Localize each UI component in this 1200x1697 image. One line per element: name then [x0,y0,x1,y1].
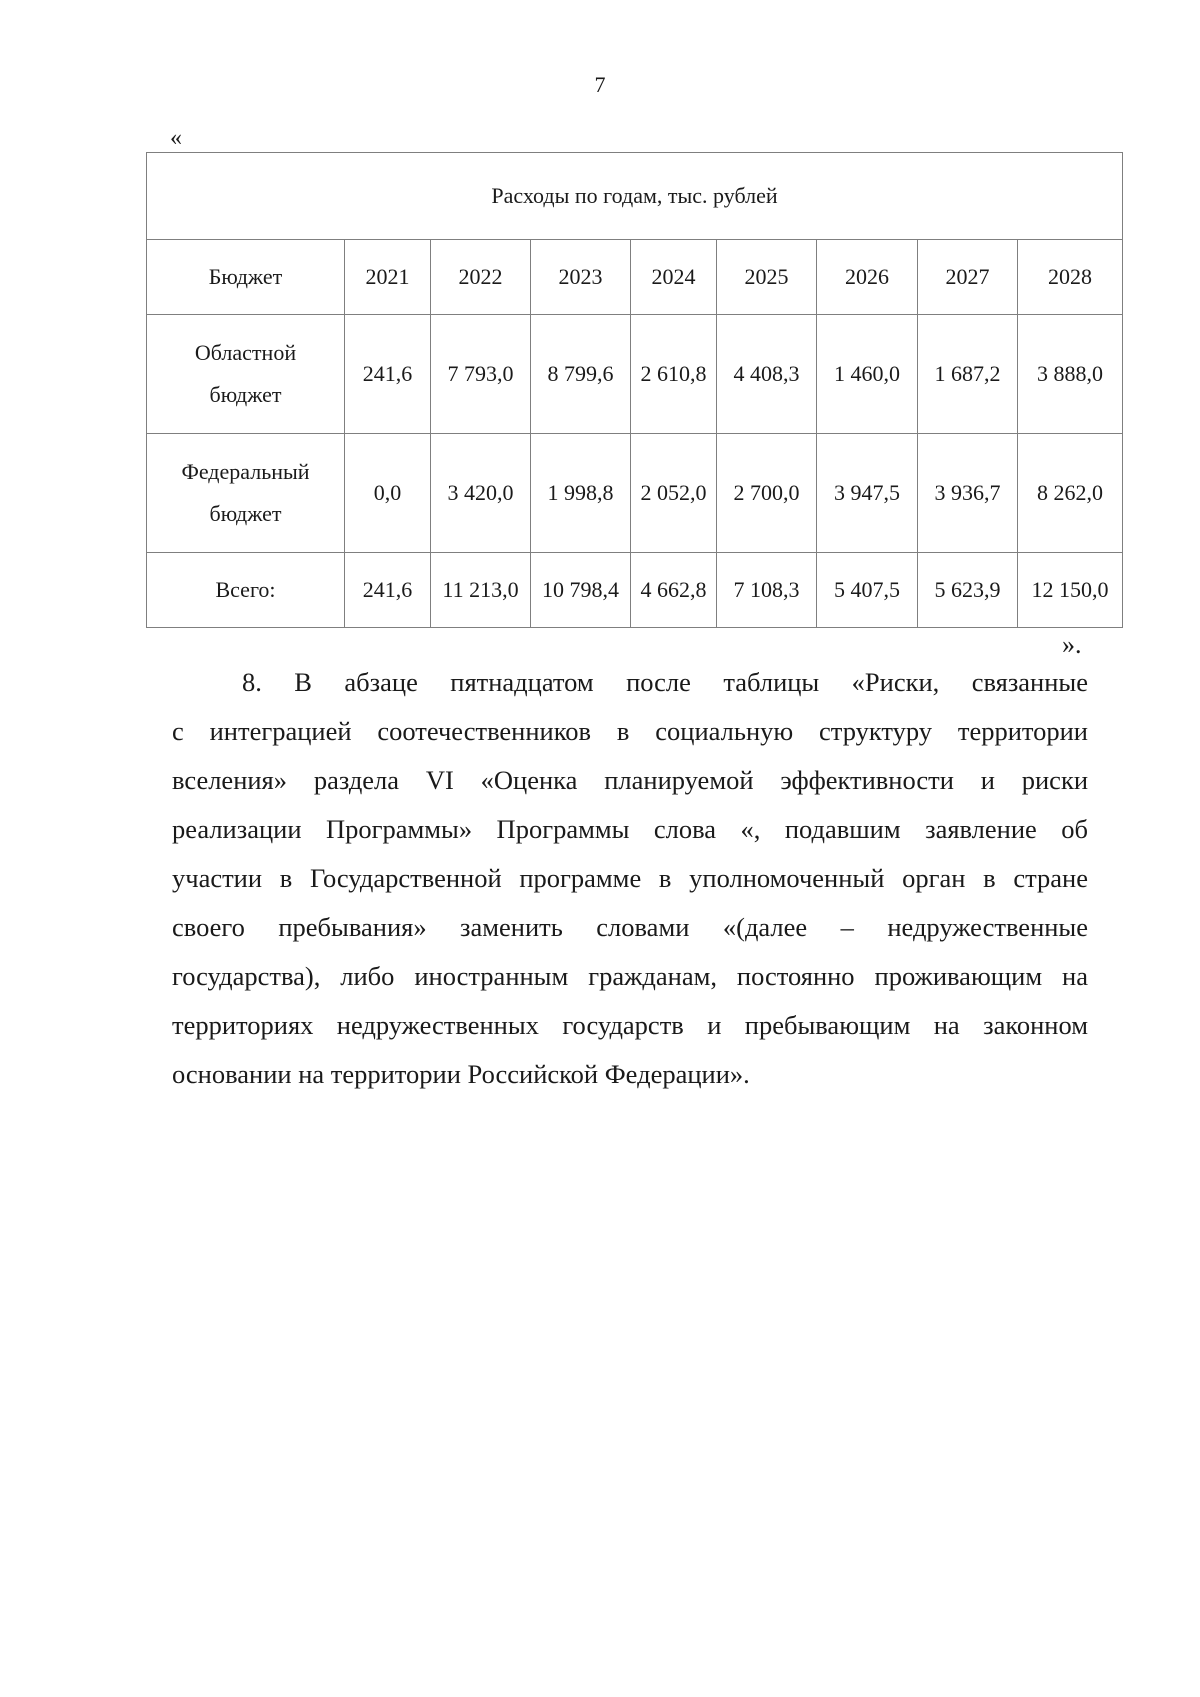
header-year: 2027 [918,240,1018,315]
paragraph-line: вселения» раздела VI «Оценка планируемой эффективности и риски [172,765,1088,795]
table-caption-row [147,153,1123,240]
table-cell: 2 700,0 [717,434,817,553]
paragraph-line: реализации Программы» Программы слова «, подавшим заявление об [172,814,1088,844]
header-budget: Бюджет [147,240,345,315]
paragraph-line: государства), либо иностранным гражданам, постоянно проживающим на [172,961,1088,991]
row-label-line: бюджет [209,501,282,526]
table-header-row [147,240,1123,315]
header-year: 2023 [531,240,631,315]
row-label-line: Всего: [215,577,276,602]
table-row-federal [147,434,1123,553]
budget-expenses-table [146,152,1123,628]
header-year: 2028 [1018,240,1123,315]
table-cell: 2 610,8 [631,315,717,434]
row-label [147,434,345,553]
table-row-regional [147,315,1123,434]
paragraph-line: с интеграцией соотечественников в социальную структуру территории [172,716,1088,746]
closing-quote-mark: ». [1062,630,1082,659]
table-cell: 8 262,0 [1018,434,1123,553]
paragraph-line: территориях недружественных государств и пребывающим на законном [172,1010,1088,1040]
row-label [147,553,345,628]
row-label [147,315,345,434]
table-cell: 3 420,0 [431,434,531,553]
table-cell: 10 798,4 [531,553,631,628]
table-cell: 1 998,8 [531,434,631,553]
row-label-line: Областной [194,340,297,365]
table-cell: 3 936,7 [918,434,1018,553]
table-cell: 241,6 [345,553,431,628]
header-year: 2021 [345,240,431,315]
table-cell: 8 799,6 [531,315,631,434]
table-cell: 4 408,3 [717,315,817,434]
table-cell: 2 052,0 [631,434,717,553]
table-cell: 1 460,0 [817,315,918,434]
header-year: 2025 [717,240,817,315]
table-cell: 5 623,9 [918,553,1018,628]
table-caption: Расходы по годам, тыс. рублей [147,153,1123,240]
paragraph-line: участии в Государственной программе в уполномоченный орган в стране [172,863,1088,893]
paragraph-line: 8. В абзаце пятнадцатом после таблицы «Риски, связанные [242,667,1088,697]
table-cell: 3 947,5 [817,434,918,553]
table-cell: 1 687,2 [918,315,1018,434]
paragraph-line: своего пребывания» заменить словами «(далее – недружественные [172,912,1088,942]
paragraph-line: основании на территории Российской Федерации». [172,1059,750,1089]
table-cell: 7 108,3 [717,553,817,628]
header-year: 2022 [431,240,531,315]
opening-quote-mark: « [170,125,182,151]
table-row-total [147,553,1123,628]
header-year: 2026 [817,240,918,315]
table-cell: 7 793,0 [431,315,531,434]
page-number: 7 [594,72,606,97]
header-year: 2024 [631,240,717,315]
table-cell: 3 888,0 [1018,315,1123,434]
table-cell: 12 150,0 [1018,553,1123,628]
table-cell: 241,6 [345,315,431,434]
row-label-line: Федеральный [181,459,310,484]
table-cell: 4 662,8 [631,553,717,628]
table-cell: 0,0 [345,434,431,553]
table-cell: 5 407,5 [817,553,918,628]
amendment-paragraph [172,658,1088,1099]
row-label-line: бюджет [209,382,282,407]
table-cell: 11 213,0 [431,553,531,628]
